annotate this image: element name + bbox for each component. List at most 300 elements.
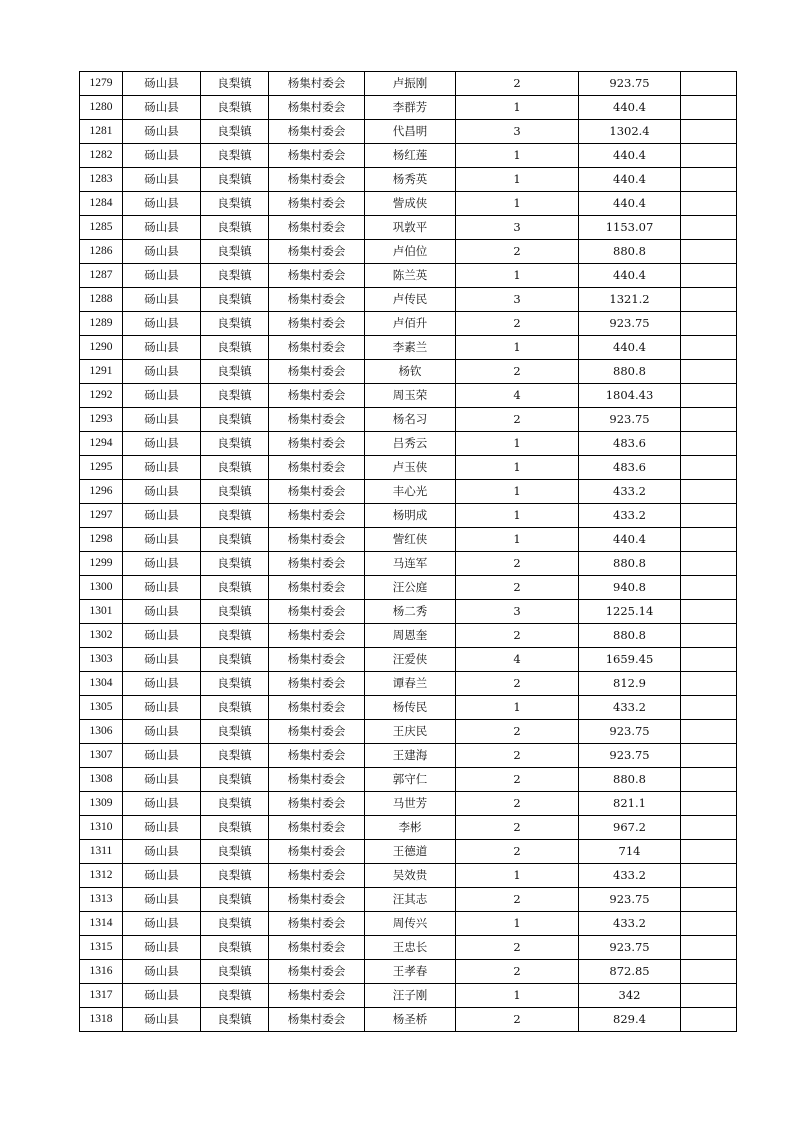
table-row (80, 696, 737, 720)
village-committee-cell: 杨集村委会 (269, 240, 365, 264)
amount-cell: 483.6 (579, 456, 681, 480)
amount-cell: 812.9 (579, 672, 681, 696)
household-size-cell: 1 (456, 456, 579, 480)
row-number-cell: 1280 (80, 96, 123, 120)
name-cell: 汪公庭 (365, 576, 456, 600)
row-number-cell: 1309 (80, 792, 123, 816)
amount-cell: 433.2 (579, 696, 681, 720)
village-committee-cell: 杨集村委会 (269, 864, 365, 888)
household-size-cell: 2 (456, 312, 579, 336)
table-row (80, 552, 737, 576)
county-cell: 砀山县 (123, 672, 201, 696)
name-cell: 王建海 (365, 744, 456, 768)
village-committee-cell: 杨集村委会 (269, 720, 365, 744)
town-cell: 良梨镇 (201, 504, 269, 528)
table-row (80, 936, 737, 960)
remark-cell (681, 912, 737, 936)
row-number-cell: 1313 (80, 888, 123, 912)
household-size-cell: 2 (456, 936, 579, 960)
county-cell: 砀山县 (123, 384, 201, 408)
table-row (80, 576, 737, 600)
name-cell: 杨圣桥 (365, 1008, 456, 1032)
row-number-cell: 1285 (80, 216, 123, 240)
table-row (80, 312, 737, 336)
town-cell: 良梨镇 (201, 960, 269, 984)
row-number-cell: 1289 (80, 312, 123, 336)
town-cell: 良梨镇 (201, 168, 269, 192)
amount-cell: 1321.2 (579, 288, 681, 312)
row-number-cell: 1286 (80, 240, 123, 264)
row-number-cell: 1304 (80, 672, 123, 696)
remark-cell (681, 360, 737, 384)
row-number-cell: 1291 (80, 360, 123, 384)
household-size-cell: 2 (456, 552, 579, 576)
household-size-cell: 1 (456, 192, 579, 216)
amount-cell: 483.6 (579, 432, 681, 456)
county-cell: 砀山县 (123, 864, 201, 888)
remark-cell (681, 288, 737, 312)
village-committee-cell: 杨集村委会 (269, 960, 365, 984)
town-cell: 良梨镇 (201, 480, 269, 504)
household-size-cell: 2 (456, 720, 579, 744)
household-size-cell: 1 (456, 480, 579, 504)
town-cell: 良梨镇 (201, 288, 269, 312)
name-cell: 巩敦平 (365, 216, 456, 240)
county-cell: 砀山县 (123, 144, 201, 168)
household-size-cell: 1 (456, 336, 579, 360)
row-number-cell: 1288 (80, 288, 123, 312)
town-cell: 良梨镇 (201, 768, 269, 792)
name-cell: 李群芳 (365, 96, 456, 120)
amount-cell: 433.2 (579, 504, 681, 528)
town-cell: 良梨镇 (201, 408, 269, 432)
amount-cell: 440.4 (579, 96, 681, 120)
row-number-cell: 1306 (80, 720, 123, 744)
amount-cell: 821.1 (579, 792, 681, 816)
county-cell: 砀山县 (123, 96, 201, 120)
amount-cell: 433.2 (579, 480, 681, 504)
table-row (80, 216, 737, 240)
remark-cell (681, 648, 737, 672)
remark-cell (681, 864, 737, 888)
name-cell: 周恩奎 (365, 624, 456, 648)
table-row (80, 768, 737, 792)
name-cell: 陈兰英 (365, 264, 456, 288)
county-cell: 砀山县 (123, 456, 201, 480)
row-number-cell: 1294 (80, 432, 123, 456)
county-cell: 砀山县 (123, 912, 201, 936)
name-cell: 訾成侠 (365, 192, 456, 216)
household-size-cell: 3 (456, 216, 579, 240)
village-committee-cell: 杨集村委会 (269, 288, 365, 312)
row-number-cell: 1282 (80, 144, 123, 168)
row-number-cell: 1307 (80, 744, 123, 768)
town-cell: 良梨镇 (201, 384, 269, 408)
town-cell: 良梨镇 (201, 816, 269, 840)
amount-cell: 433.2 (579, 912, 681, 936)
town-cell: 良梨镇 (201, 624, 269, 648)
name-cell: 周传兴 (365, 912, 456, 936)
remark-cell (681, 1008, 737, 1032)
village-committee-cell: 杨集村委会 (269, 192, 365, 216)
name-cell: 李素兰 (365, 336, 456, 360)
remark-cell (681, 168, 737, 192)
row-number-cell: 1315 (80, 936, 123, 960)
name-cell: 杨名习 (365, 408, 456, 432)
amount-cell: 880.8 (579, 768, 681, 792)
household-size-cell: 1 (456, 168, 579, 192)
table-row (80, 96, 737, 120)
remark-cell (681, 336, 737, 360)
remark-cell (681, 96, 737, 120)
village-committee-cell: 杨集村委会 (269, 984, 365, 1008)
remark-cell (681, 600, 737, 624)
remark-cell (681, 672, 737, 696)
remark-cell (681, 792, 737, 816)
town-cell: 良梨镇 (201, 120, 269, 144)
remark-cell (681, 888, 737, 912)
amount-cell: 440.4 (579, 192, 681, 216)
amount-cell: 440.4 (579, 144, 681, 168)
remark-cell (681, 312, 737, 336)
amount-cell: 440.4 (579, 264, 681, 288)
village-committee-cell: 杨集村委会 (269, 504, 365, 528)
amount-cell: 880.8 (579, 552, 681, 576)
row-number-cell: 1299 (80, 552, 123, 576)
village-committee-cell: 杨集村委会 (269, 912, 365, 936)
amount-cell: 923.75 (579, 744, 681, 768)
household-size-cell: 2 (456, 72, 579, 96)
town-cell: 良梨镇 (201, 744, 269, 768)
table-row (80, 600, 737, 624)
household-size-cell: 1 (456, 696, 579, 720)
row-number-cell: 1305 (80, 696, 123, 720)
name-cell: 汪爱侠 (365, 648, 456, 672)
table-row (80, 864, 737, 888)
village-committee-cell: 杨集村委会 (269, 768, 365, 792)
town-cell: 良梨镇 (201, 336, 269, 360)
town-cell: 良梨镇 (201, 192, 269, 216)
town-cell: 良梨镇 (201, 840, 269, 864)
village-committee-cell: 杨集村委会 (269, 576, 365, 600)
table-row (80, 1008, 737, 1032)
village-committee-cell: 杨集村委会 (269, 216, 365, 240)
amount-cell: 923.75 (579, 720, 681, 744)
row-number-cell: 1312 (80, 864, 123, 888)
county-cell: 砀山县 (123, 1008, 201, 1032)
village-committee-cell: 杨集村委会 (269, 936, 365, 960)
town-cell: 良梨镇 (201, 864, 269, 888)
table-row (80, 432, 737, 456)
row-number-cell: 1279 (80, 72, 123, 96)
household-size-cell: 2 (456, 840, 579, 864)
village-committee-cell: 杨集村委会 (269, 552, 365, 576)
remark-cell (681, 384, 737, 408)
name-cell: 代昌明 (365, 120, 456, 144)
name-cell: 丰心光 (365, 480, 456, 504)
county-cell: 砀山县 (123, 840, 201, 864)
row-number-cell: 1296 (80, 480, 123, 504)
table-row (80, 984, 737, 1008)
name-cell: 卢伯位 (365, 240, 456, 264)
amount-cell: 714 (579, 840, 681, 864)
table-row (80, 912, 737, 936)
table-row (80, 888, 737, 912)
row-number-cell: 1303 (80, 648, 123, 672)
household-size-cell: 1 (456, 264, 579, 288)
remark-cell (681, 624, 737, 648)
table-row (80, 120, 737, 144)
amount-cell: 440.4 (579, 336, 681, 360)
village-committee-cell: 杨集村委会 (269, 528, 365, 552)
row-number-cell: 1287 (80, 264, 123, 288)
remark-cell (681, 192, 737, 216)
remark-cell (681, 744, 737, 768)
household-size-cell: 2 (456, 1008, 579, 1032)
household-size-cell: 2 (456, 816, 579, 840)
county-cell: 砀山县 (123, 528, 201, 552)
name-cell: 王庆民 (365, 720, 456, 744)
county-cell: 砀山县 (123, 120, 201, 144)
name-cell: 谭春兰 (365, 672, 456, 696)
town-cell: 良梨镇 (201, 696, 269, 720)
town-cell: 良梨镇 (201, 888, 269, 912)
town-cell: 良梨镇 (201, 360, 269, 384)
county-cell: 砀山县 (123, 264, 201, 288)
household-size-cell: 2 (456, 240, 579, 264)
row-number-cell: 1295 (80, 456, 123, 480)
table-row (80, 504, 737, 528)
village-committee-cell: 杨集村委会 (269, 432, 365, 456)
town-cell: 良梨镇 (201, 264, 269, 288)
county-cell: 砀山县 (123, 312, 201, 336)
row-number-cell: 1317 (80, 984, 123, 1008)
amount-cell: 923.75 (579, 936, 681, 960)
name-cell: 杨钦 (365, 360, 456, 384)
town-cell: 良梨镇 (201, 240, 269, 264)
table-row (80, 648, 737, 672)
row-number-cell: 1293 (80, 408, 123, 432)
village-committee-cell: 杨集村委会 (269, 96, 365, 120)
row-number-cell: 1292 (80, 384, 123, 408)
row-number-cell: 1290 (80, 336, 123, 360)
remark-cell (681, 720, 737, 744)
table-row (80, 624, 737, 648)
county-cell: 砀山县 (123, 648, 201, 672)
village-committee-cell: 杨集村委会 (269, 888, 365, 912)
name-cell: 李彬 (365, 816, 456, 840)
county-cell: 砀山县 (123, 360, 201, 384)
household-size-cell: 3 (456, 600, 579, 624)
table-row (80, 360, 737, 384)
household-size-cell: 4 (456, 648, 579, 672)
town-cell: 良梨镇 (201, 216, 269, 240)
name-cell: 卢玉侠 (365, 456, 456, 480)
amount-cell: 923.75 (579, 408, 681, 432)
row-number-cell: 1314 (80, 912, 123, 936)
household-size-cell: 2 (456, 960, 579, 984)
village-committee-cell: 杨集村委会 (269, 840, 365, 864)
table-row (80, 240, 737, 264)
amount-cell: 872.85 (579, 960, 681, 984)
household-size-cell: 1 (456, 504, 579, 528)
name-cell: 杨二秀 (365, 600, 456, 624)
remark-cell (681, 936, 737, 960)
county-cell: 砀山县 (123, 744, 201, 768)
name-cell: 马世芳 (365, 792, 456, 816)
amount-cell: 1153.07 (579, 216, 681, 240)
village-committee-cell: 杨集村委会 (269, 336, 365, 360)
village-committee-cell: 杨集村委会 (269, 120, 365, 144)
name-cell: 杨红莲 (365, 144, 456, 168)
household-size-cell: 2 (456, 576, 579, 600)
name-cell: 王孝春 (365, 960, 456, 984)
name-cell: 訾红侠 (365, 528, 456, 552)
amount-cell: 923.75 (579, 888, 681, 912)
county-cell: 砀山县 (123, 336, 201, 360)
county-cell: 砀山县 (123, 432, 201, 456)
row-number-cell: 1316 (80, 960, 123, 984)
village-committee-cell: 杨集村委会 (269, 816, 365, 840)
name-cell: 吴效贵 (365, 864, 456, 888)
remark-cell (681, 552, 737, 576)
county-cell: 砀山县 (123, 288, 201, 312)
town-cell: 良梨镇 (201, 576, 269, 600)
village-committee-cell: 杨集村委会 (269, 672, 365, 696)
village-committee-cell: 杨集村委会 (269, 168, 365, 192)
town-cell: 良梨镇 (201, 984, 269, 1008)
county-cell: 砀山县 (123, 504, 201, 528)
row-number-cell: 1281 (80, 120, 123, 144)
amount-cell: 829.4 (579, 1008, 681, 1032)
remark-cell (681, 696, 737, 720)
table-row (80, 408, 737, 432)
table-row (80, 336, 737, 360)
county-cell: 砀山县 (123, 240, 201, 264)
remark-cell (681, 816, 737, 840)
remark-cell (681, 528, 737, 552)
remark-cell (681, 120, 737, 144)
household-size-cell: 2 (456, 360, 579, 384)
town-cell: 良梨镇 (201, 456, 269, 480)
table-row (80, 288, 737, 312)
amount-cell: 440.4 (579, 168, 681, 192)
amount-cell: 1225.14 (579, 600, 681, 624)
name-cell: 周玉荣 (365, 384, 456, 408)
town-cell: 良梨镇 (201, 552, 269, 576)
county-cell: 砀山县 (123, 168, 201, 192)
table-row (80, 960, 737, 984)
remark-cell (681, 840, 737, 864)
table-row (80, 528, 737, 552)
county-cell: 砀山县 (123, 552, 201, 576)
household-size-cell: 3 (456, 120, 579, 144)
remark-cell (681, 456, 737, 480)
row-number-cell: 1300 (80, 576, 123, 600)
remark-cell (681, 504, 737, 528)
household-size-cell: 2 (456, 624, 579, 648)
row-number-cell: 1311 (80, 840, 123, 864)
table-row (80, 672, 737, 696)
town-cell: 良梨镇 (201, 600, 269, 624)
household-size-cell: 3 (456, 288, 579, 312)
village-committee-cell: 杨集村委会 (269, 696, 365, 720)
remark-cell (681, 72, 737, 96)
village-committee-cell: 杨集村委会 (269, 72, 365, 96)
town-cell: 良梨镇 (201, 912, 269, 936)
table-row (80, 72, 737, 96)
amount-cell: 440.4 (579, 528, 681, 552)
remark-cell (681, 144, 737, 168)
table-row (80, 384, 737, 408)
town-cell: 良梨镇 (201, 672, 269, 696)
name-cell: 汪其志 (365, 888, 456, 912)
amount-cell: 433.2 (579, 864, 681, 888)
town-cell: 良梨镇 (201, 144, 269, 168)
remark-cell (681, 408, 737, 432)
name-cell: 吕秀云 (365, 432, 456, 456)
amount-cell: 940.8 (579, 576, 681, 600)
amount-cell: 967.2 (579, 816, 681, 840)
row-number-cell: 1318 (80, 1008, 123, 1032)
village-committee-cell: 杨集村委会 (269, 312, 365, 336)
household-size-cell: 2 (456, 888, 579, 912)
table-row (80, 192, 737, 216)
county-cell: 砀山县 (123, 720, 201, 744)
village-committee-cell: 杨集村委会 (269, 480, 365, 504)
household-size-cell: 1 (456, 528, 579, 552)
name-cell: 郭守仁 (365, 768, 456, 792)
amount-cell: 880.8 (579, 360, 681, 384)
county-cell: 砀山县 (123, 624, 201, 648)
remark-cell (681, 480, 737, 504)
town-cell: 良梨镇 (201, 72, 269, 96)
county-cell: 砀山县 (123, 576, 201, 600)
county-cell: 砀山县 (123, 408, 201, 432)
town-cell: 良梨镇 (201, 648, 269, 672)
name-cell: 杨传民 (365, 696, 456, 720)
household-size-cell: 1 (456, 432, 579, 456)
town-cell: 良梨镇 (201, 528, 269, 552)
remark-cell (681, 576, 737, 600)
amount-cell: 1302.4 (579, 120, 681, 144)
household-size-cell: 2 (456, 672, 579, 696)
name-cell: 卢佰升 (365, 312, 456, 336)
village-committee-cell: 杨集村委会 (269, 792, 365, 816)
town-cell: 良梨镇 (201, 792, 269, 816)
county-cell: 砀山县 (123, 696, 201, 720)
amount-cell: 923.75 (579, 72, 681, 96)
remark-cell (681, 240, 737, 264)
county-cell: 砀山县 (123, 768, 201, 792)
amount-cell: 342 (579, 984, 681, 1008)
town-cell: 良梨镇 (201, 720, 269, 744)
table-row (80, 792, 737, 816)
remark-cell (681, 216, 737, 240)
amount-cell: 1659.45 (579, 648, 681, 672)
household-size-cell: 1 (456, 984, 579, 1008)
table-row (80, 168, 737, 192)
county-cell: 砀山县 (123, 936, 201, 960)
village-committee-cell: 杨集村委会 (269, 264, 365, 288)
household-size-cell: 4 (456, 384, 579, 408)
table-row (80, 264, 737, 288)
village-committee-cell: 杨集村委会 (269, 456, 365, 480)
town-cell: 良梨镇 (201, 312, 269, 336)
name-cell: 马连军 (365, 552, 456, 576)
county-cell: 砀山县 (123, 984, 201, 1008)
remark-cell (681, 768, 737, 792)
